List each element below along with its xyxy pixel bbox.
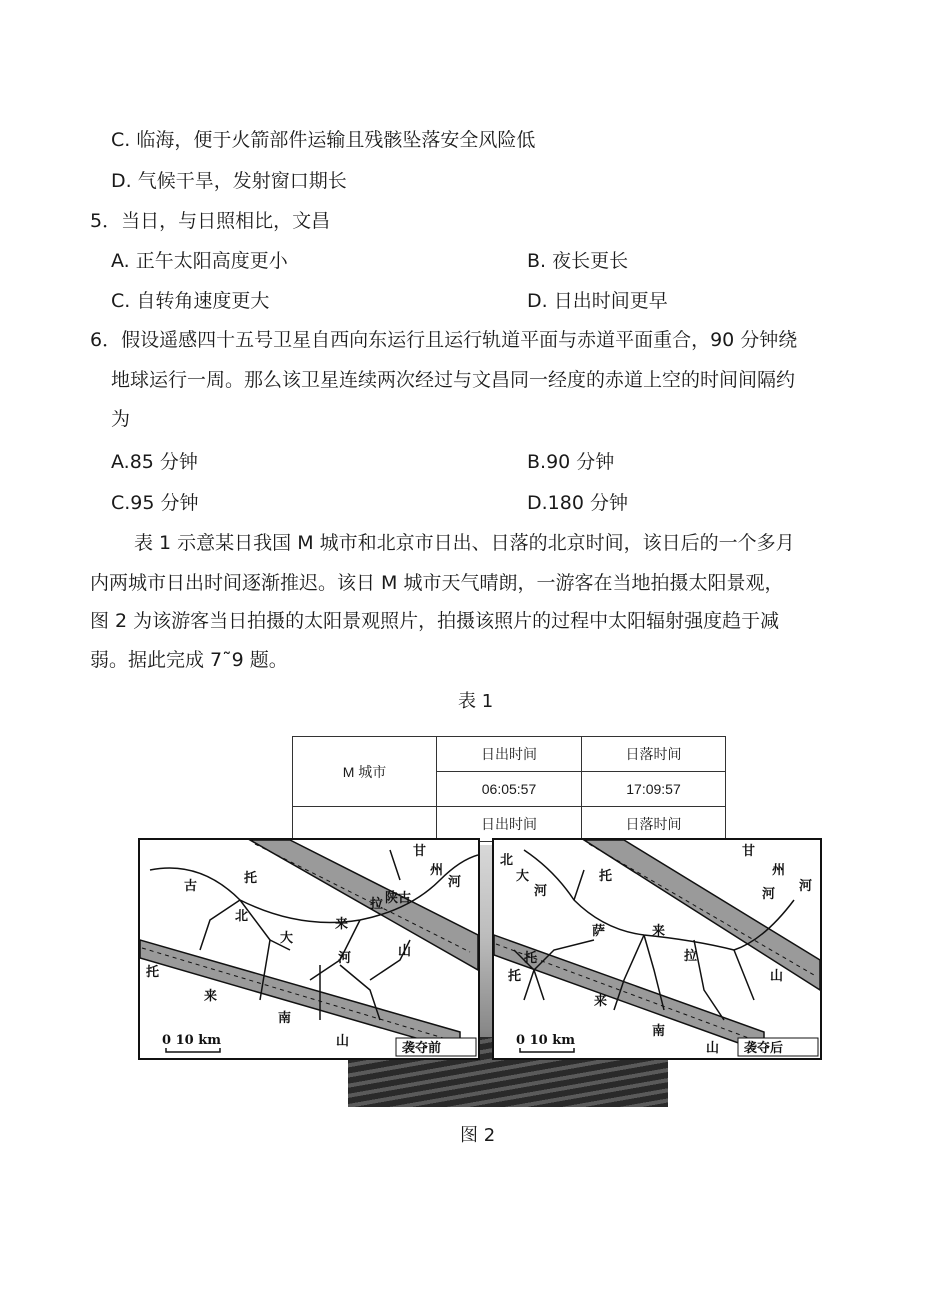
- map-right-label: 河: [799, 879, 813, 894]
- map-right-label: 来: [594, 994, 608, 1009]
- map-left-scale-bar: [162, 1033, 221, 1052]
- map-left-scale-text: 0 10 km: [162, 1033, 221, 1048]
- map-right-label: 萨: [592, 924, 606, 939]
- map-right-label: 托: [508, 969, 522, 984]
- question-6-line1: 6．假设遥感四十五号卫星自西向东运行且运行轨道平面与赤道平面重合，90 分钟绕: [90, 329, 798, 351]
- option-4d: D. 气候干旱，发射窗口期长: [111, 170, 347, 192]
- option-5c: C. 自转角速度更大: [111, 290, 270, 312]
- paragraph-line3: 图 2 为该游客当日拍摄的太阳景观照片，拍摄该照片的过程中太阳辐射强度趋于减: [90, 610, 780, 632]
- question-6-line3: 为: [111, 408, 131, 430]
- map-right-label: 南: [652, 1024, 666, 1039]
- question-6-line2: 地球运行一周。那么该卫星连续两次经过与文昌同一经度的赤道上空的时间间隔约: [111, 369, 796, 391]
- m-sunset-value: 17:09:57: [582, 772, 726, 807]
- map-right-label: 大: [516, 869, 530, 884]
- figure-caption: 图 2: [460, 1125, 496, 1146]
- map-left-tag: 袭夺前: [402, 1041, 442, 1056]
- map-right-label: 来: [652, 924, 666, 939]
- option-6b: B.90 分钟: [527, 451, 615, 473]
- map-left-label: 山: [398, 944, 412, 959]
- option-6c: C.95 分钟: [111, 492, 199, 514]
- map-left-label: 山: [336, 1034, 350, 1049]
- map-left-label: 托: [244, 871, 258, 886]
- map-left-label: 来: [335, 917, 349, 932]
- map-left-label: 河: [338, 951, 352, 966]
- map-right-label: 北: [500, 853, 514, 868]
- option-6a: A.85 分钟: [111, 451, 198, 473]
- sunrise-sunset-table: [292, 736, 726, 842]
- map-left-label: 河: [448, 875, 462, 890]
- map-right-label: 河: [762, 887, 776, 902]
- map-right-scale-bar: [516, 1033, 575, 1052]
- sunset-header-2: 日落时间: [582, 807, 726, 842]
- option-5a: A. 正午太阳高度更小: [111, 250, 288, 272]
- option-6d: D.180 分钟: [527, 492, 628, 514]
- map-after-capture: [492, 838, 822, 1060]
- map-left-label: 州: [430, 863, 444, 878]
- table-caption: 表 1: [458, 691, 494, 712]
- map-right-label: 山: [706, 1041, 720, 1056]
- paragraph-line1: 表 1 示意某日我国 M 城市和北京市日出、日落的北京时间，该日后的一个多月: [134, 532, 795, 554]
- sunrise-header: 日出时间: [437, 737, 582, 772]
- map-right-label: 托: [599, 869, 613, 884]
- option-4c: C. 临海，便于火箭部件运输且残骸坠落安全风险低: [111, 129, 536, 151]
- map-right-label: 拉: [684, 949, 698, 964]
- map-right-label: 河: [534, 884, 548, 899]
- city-m-cell: M 城市: [293, 737, 437, 807]
- map-before-capture: [138, 838, 480, 1060]
- map-right-tag: 袭夺后: [744, 1041, 784, 1056]
- map-right-label: 州: [772, 863, 786, 878]
- map-right-label: 甘: [742, 844, 756, 859]
- map-left-label: 大: [280, 931, 294, 946]
- option-5d: D. 日出时间更早: [527, 290, 668, 312]
- map-left-label: 陕古: [385, 891, 412, 906]
- city-beijing-cell: [293, 807, 437, 842]
- map-left-label: 甘: [413, 844, 427, 859]
- map-left-label: 托: [146, 965, 160, 980]
- map-right-label: 托: [524, 951, 538, 966]
- map-left-label: 南: [278, 1011, 292, 1026]
- paragraph-line4: 弱。据此完成 7˜9 题。: [90, 649, 288, 671]
- map-left-label: 古: [184, 879, 198, 894]
- m-sunrise-value: 06:05:57: [437, 772, 582, 807]
- map-left-label: 来: [204, 989, 218, 1004]
- sunset-header: 日落时间: [582, 737, 726, 772]
- map-left-label: 拉: [370, 897, 384, 912]
- sunrise-header-2: 日出时间: [437, 807, 582, 842]
- map-right-scale-text: 0 10 km: [516, 1033, 575, 1048]
- question-5: 5．当日，与日照相比，文昌: [90, 210, 331, 232]
- map-left-label: 北: [235, 909, 249, 924]
- option-5b: B. 夜长更长: [527, 250, 629, 272]
- paragraph-line2: 内两城市日出时间逐渐推迟。该日 M 城市天气晴朗，一游客在当地拍摄太阳景观，: [90, 572, 784, 594]
- map-right-label: 山: [770, 969, 784, 984]
